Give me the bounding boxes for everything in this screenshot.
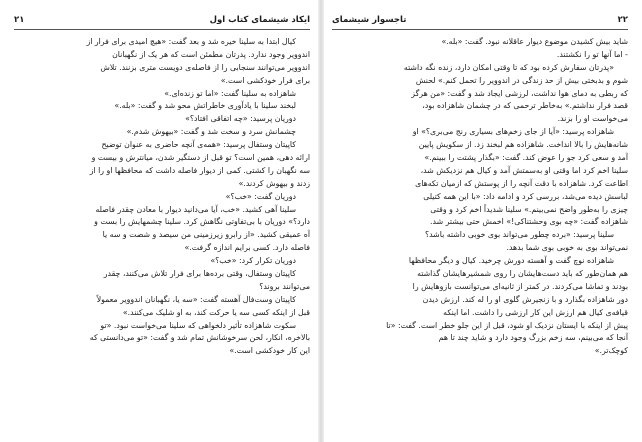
right-page	[332, 14, 628, 438]
left-page-number: ۲۱	[14, 15, 25, 25]
left-page-header	[14, 14, 310, 30]
text-line: چشمانش سرد و سخت شد و گفت: «بیهوش شدم.»	[126, 127, 296, 137]
text-line: قبل از اینکه کسی سه یا حرکت کند، به او شلیک می‌کنند.»	[122, 307, 310, 317]
text-line: شاهزاده نوچ گفت و آهسته دورش چرخید. کیال و دیگر محافظها	[408, 256, 614, 266]
text-line: چیزی را به‌طور واضح نمی‌بینم.» سلینا شدیداً اخم کرد و وقتی	[430, 204, 628, 214]
text-line: شاهزاده پرسید: «آیا از جای زخم‌های بسیاری رنج می‌بری؟» او	[412, 127, 614, 137]
right-page-header-title: تاجسوار شیشمای	[332, 15, 407, 25]
text-line: بودند و تماشا می‌کردند. در کمتر از ثانیه‌ای می‌توانست بازوهایش را	[412, 281, 628, 291]
text-line: هم همان‌طور که باید دست‌هایشان را روی شمشیرهایشان گذاشته	[417, 269, 628, 279]
text-line: سکوت شاهزاده تأثیر دلخواهی که سلینا می‌خواست نبود. «تو	[100, 320, 296, 330]
text-line: اندوویر می‌توانند سنجابی را از فاصله‌ی دویست متری بزنند. تلاش	[100, 62, 310, 72]
text-line: کیال ابتدا به سلینا خیره شد و بعد گفت: «هیچ امیدی برای فرار از	[86, 37, 296, 46]
text-line: نمی‌تواند بوی به خوبی بوی شما بدهد.	[506, 243, 628, 253]
text-line: لبخند سلینا با یادآوری خاطراتش محو شد و گفت: «بله.»	[114, 101, 296, 111]
text-line: کاپیتان وستفال، وقتی برده‌ها برای فرار تلاش می‌کنند، چقدر	[103, 269, 296, 279]
text-line: می‌توانند بروند؟	[259, 281, 310, 291]
text-line: آنجا که می‌بینم، سه زخم بزرگ وجود دارد و شاید چند تا هم	[438, 333, 628, 343]
text-line: سه نگهبان را کشتی. کمی از دیوار فاصله داشت که محافظها او را از	[89, 165, 310, 175]
text-line: دوریان تکرار کرد: «خب؟»	[210, 256, 296, 266]
text-line: برای فرار خودکشی است.»	[220, 75, 310, 85]
text-line: کوچک‌تر.»	[594, 346, 628, 356]
text-line: دور شاهزاده بگذارد و با زنجیرش گلوی او را له کند. ارزش دیدن	[422, 294, 628, 304]
text-line: کاپیتان وست‌فال آهسته گفت: «سه یا، نگهبانان اندوویر معمولاً	[96, 294, 296, 304]
text-line: شاهزاده به سلینا گفت: «اما تو زنده‌ای.»	[164, 88, 296, 98]
right-page-text	[332, 36, 628, 358]
text-line: ارائه دهی، همین است؟ تو قبل از دستگیر شدن، میانترش و بیست و	[91, 153, 310, 163]
text-line: بالاخره، انکار، لحن سرخوشانش تمام شد و گفت: «تو می‌دانستی که	[89, 333, 310, 343]
text-line: دارد؟» دوریان با بی‌تفاوتی نگاهش کرد. سلینا چشمهایش را بست و	[94, 217, 310, 227]
text-line: شاهزاده گفت: «چه بوی وحشتناکی!» اخمش حتی بیشتر شد.	[430, 217, 628, 227]
left-page-text	[14, 36, 310, 358]
text-line: لباسش دیده می‌شد، بررسی کرد و ادامه داد: «با این همه کتیلی	[423, 191, 628, 201]
text-line: فاصله دارد. کسی برایم اندازه گرفت.»	[184, 243, 310, 253]
text-line: که ربطی به دمای هوا نداشت، لرزشی ایجاد شد و گفت: «من هرگز	[411, 88, 628, 98]
text-line: اطاعت کرد. شاهزاده با دقت آنچه را از پوستش که ازمیان تکه‌های	[415, 178, 628, 188]
text-line: شوم و بدبختی بیش از حد زندگی در اندوویر را تحمل کنم.» لحنش	[415, 75, 628, 85]
book-gutter	[318, 0, 324, 442]
text-line: آمد و سعی کرد جو را عوض کند. گفت: «بگذار پشتت را ببینم.»	[424, 153, 628, 163]
text-line: زدند و بیهوش کردند.»	[238, 178, 310, 188]
right-page-header	[332, 14, 628, 30]
text-line: دوریان پرسید: «چه اتفاقی افتاد؟»	[185, 114, 296, 124]
text-line: «پدرتان سفارش کرده بود که تا وقتی امکان دارد، زنده نگه داشته	[403, 62, 614, 72]
text-line: سلینا آهی کشید. «خب، آیا می‌دانید دیوار با معادن چقدر فاصله	[95, 204, 296, 214]
left-page	[14, 14, 310, 438]
text-line: دوریان گفت: «خب؟»	[225, 191, 296, 201]
right-page-number: ۲۲	[617, 15, 628, 25]
text-line: شانه‌هایش را بالا انداخت. شاهزاده هم لبخند زد. از سکویش پایین	[418, 140, 628, 150]
text-line: سلینا اخم کرد اما وقتی او به‌سمتش آمد و کیال هم نزدیکش شد،	[420, 165, 628, 175]
text-line: قصد فرار نداشتم.» به‌خاطر ترحمی که در چشمان شاهزاده بود،	[422, 101, 628, 111]
text-line: اندوویر وجود ندارد. پدرتان مطمئن است که هر یک از نگهبانان	[112, 49, 310, 59]
text-line: - اما آنها تو را نکشتند.	[556, 49, 628, 59]
text-line: این کار خودکشی است.»	[229, 346, 310, 356]
text-line: قیافه‌ی کیال هم ارزش این کار ارزشی را داشت. اما اینکه	[443, 307, 628, 317]
text-line: کاپیتان وستفال پرسید: «همه‌ی آنچه حاضری به عنوان توضیح	[101, 140, 296, 150]
text-line: پیش از اینکه با ایستان نزدیک او شود، قبل از این جلو خطر است. گفت: «تا	[386, 320, 628, 330]
text-line: سلینا پرسید: «برده چطور می‌تواند بوی خوبی داشته باشد؟	[424, 230, 614, 240]
text-line: می‌خواست او را بزند.	[557, 114, 628, 124]
left-page-header-title: ایکاد شیشمای کتاب اول	[209, 15, 310, 25]
text-line: شاید بیش کشیدن موضوع دیوار عاقلانه نبود. گفت: «بله.»	[441, 37, 628, 46]
text-line: آه عمیقی کشید. «از رابرو زیرزمینی من سیصد و شصت و سه یا	[102, 230, 310, 240]
